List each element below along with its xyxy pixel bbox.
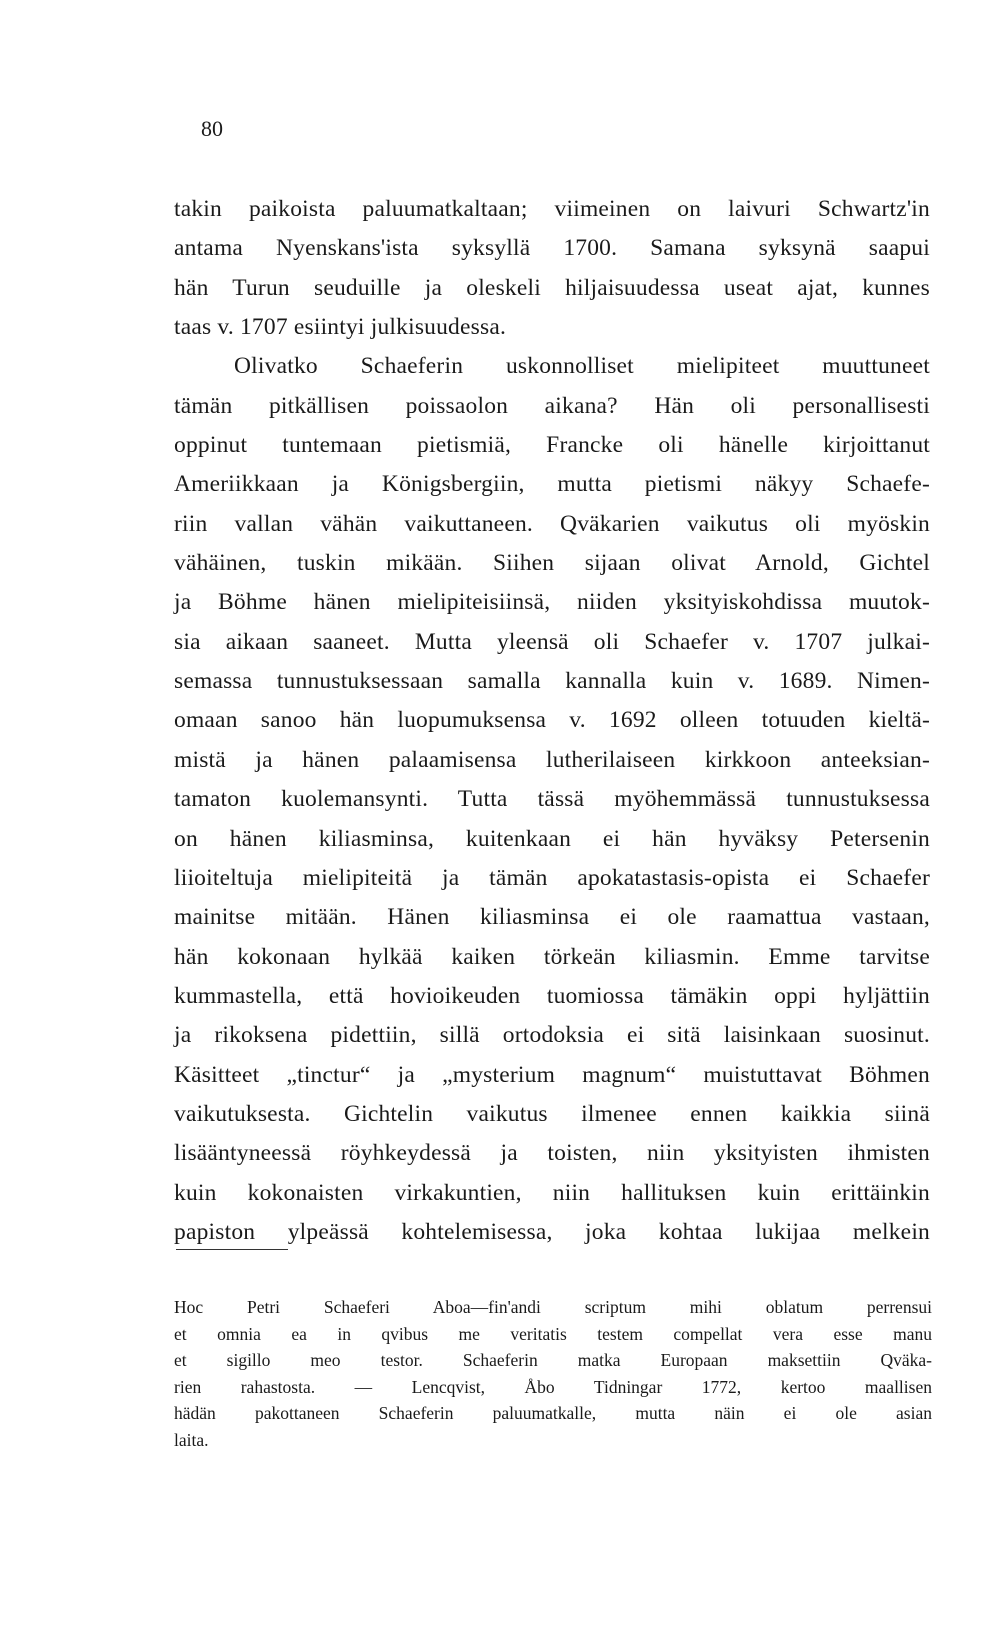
body-line: kummastella, että hovioikeuden tuomiossa tämäkin oppi hyljättiin (174, 982, 930, 1009)
body-line: mainitse mitään. Hänen kiliasminsa ei ole raamattua vastaan, (174, 904, 930, 931)
body-line: liioiteltuja mielipiteitä ja tämän apokatastasis-opista ei Schaefer (174, 864, 930, 891)
body-line: takin paikoista paluumatkaltaan; viimeinen on laivuri Schwartz'in (174, 196, 930, 222)
body-line: semassa tunnustuksessaan samalla kannalla kuin v. 1689. Nimen- (174, 668, 930, 695)
body-line: mistä ja hänen palaamisensa lutherilaiseen kirkkoon anteeksian- (174, 746, 930, 773)
body-line: ja Böhme hänen mielipiteisiinsä, niiden yksityiskohdissa muutok- (174, 589, 930, 616)
body-line: hän kokonaan hylkää kaiken törkeän kiliasmin. Emme tarvitse (174, 943, 930, 970)
body-line: hän Turun seuduille ja oleskeli hiljaisuudessa useat ajat, kunnes (174, 274, 930, 301)
body-line: vähäinen, tuskin mikään. Siihen sijaan olivat Arnold, Gichtel (174, 550, 930, 577)
footnote-line: et omnia ea in qvibus me veritatis testem compellat vera esse manu (174, 1323, 932, 1344)
body-line: Ameriikkaan ja Königsbergiin, mutta pietismi näkyy Schaefe- (174, 471, 930, 498)
body-line: ja rikoksena pidettiin, sillä ortodoksia ei sitä laisinkaan suosinut. (174, 1022, 930, 1049)
body-line: oppinut tuntemaan pietismiä, Francke oli hänelle kirjoittanut (174, 432, 930, 459)
footnote-line: Hoc Petri Schaeferi Aboa—fin'andi scriptum mihi oblatum perrensui (174, 1297, 932, 1317)
footnote-line: laita. (174, 1429, 209, 1450)
body-line: Käsitteet „tinctur“ ja „mysterium magnum“ muistuttavat Böhmen (174, 1061, 930, 1088)
footnote (174, 1294, 932, 1453)
body-line: lisääntyneessä röyhkeydessä ja toisten, niin yksityisten ihmisten (174, 1140, 930, 1167)
footnote-line: hädän pakottaneen Schaeferin paluumatkalle, mutta näin ei ole asian (174, 1403, 932, 1423)
footnote-separator (176, 1249, 288, 1250)
page-number: 80 (201, 116, 223, 141)
body-line: tämän pitkällisen poissaolon aikana? Hän oli personallisesti (174, 392, 930, 419)
body-line: vaikutuksesta. Gichtelin vaikutus ilmenee ennen kaikkia siinä (174, 1100, 930, 1127)
paragraph-start-line: Olivatko Schaeferin uskonnolliset mielipiteet muuttuneet (234, 353, 930, 380)
body-line: kuin kokonaisten virkakuntien, niin hallituksen kuin erittäinkin (174, 1179, 930, 1206)
footnote-line: et sigillo meo testor. Schaeferin matka Europaan maksettiin Qväka- (174, 1350, 932, 1370)
body-line: sia aikaan saaneet. Mutta yleensä oli Schaefer v. 1707 julkai- (174, 628, 930, 655)
body-line: omaan sanoo hän luopumuksensa v. 1692 olleen totuuden kieltä- (174, 707, 930, 734)
body-line: taas v. 1707 esiintyi julkisuudessa. (174, 314, 507, 341)
body-line: papiston ylpeässä kohtelemisessa, joka kohtaa lukijaa melkein (174, 1218, 930, 1245)
body-line: antama Nyenskans'ista syksyllä 1700. Samana syksynä saapui (174, 235, 930, 262)
body-text (174, 190, 930, 1252)
body-line: tamaton kuolemansynti. Tutta tässä myöhemmässä tunnustuksessa (174, 786, 930, 813)
body-line: on hänen kiliasminsa, kuitenkaan ei hän hyväksy Petersenin (174, 825, 930, 852)
body-line: riin vallan vähän vaikuttaneen. Qväkarien vaikutus oli myöskin (174, 510, 930, 537)
footnote-line: rien rahastosta. — Lencqvist, Åbo Tidningar 1772, kertoo maallisen (174, 1376, 932, 1397)
